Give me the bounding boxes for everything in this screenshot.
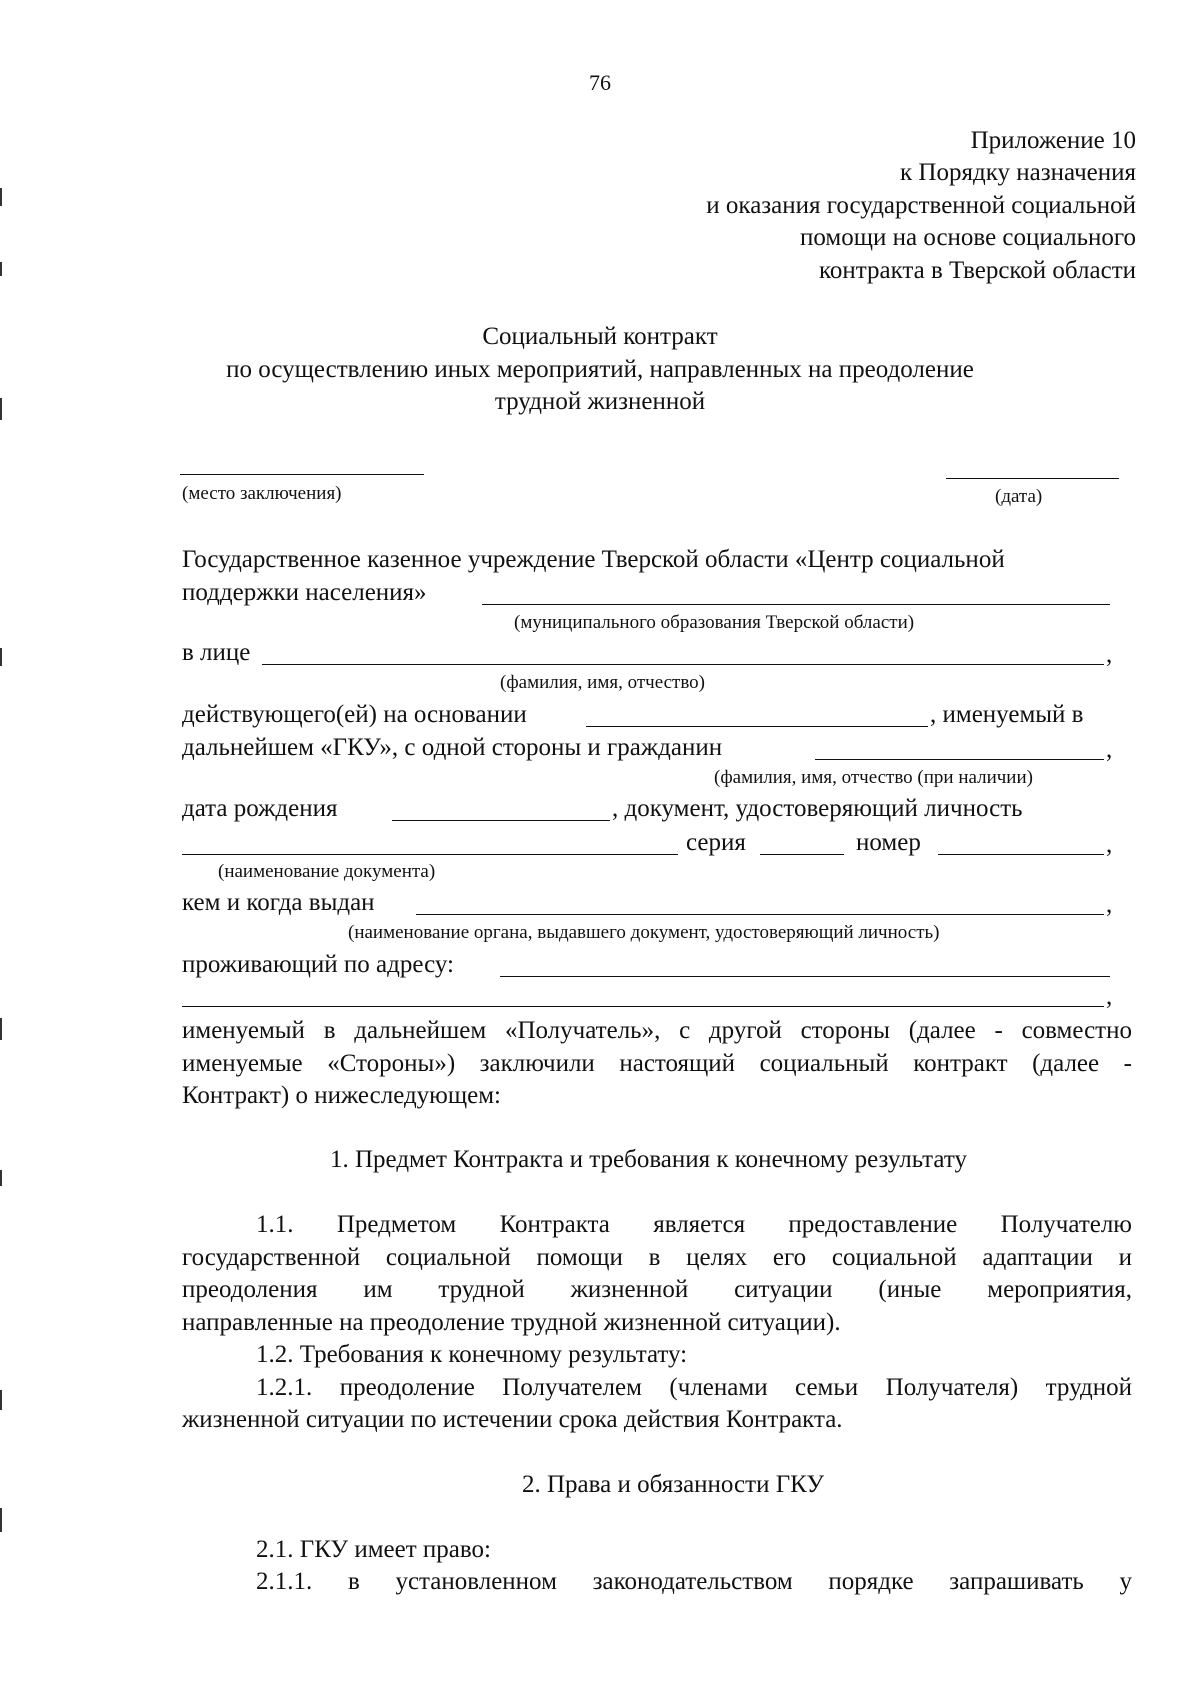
- appendix-line: к Порядку назначения: [900, 159, 1136, 186]
- paragraph-line: 1.2.1. преодоление Получателем (членами семьи Получателя) трудной: [256, 1374, 1132, 1401]
- comma: ,: [1106, 831, 1113, 858]
- paragraph-line: 1.2. Требования к конечному результату:: [256, 1341, 688, 1368]
- preamble-line: дата рождения: [182, 795, 338, 822]
- date-blank: [946, 478, 1119, 479]
- scan-edge-mark: [0, 1508, 2, 1532]
- number-blank: [938, 854, 1104, 855]
- place-blank: [180, 474, 424, 475]
- section-heading: 1. Предмет Контракта и требования к конечному результату: [330, 1146, 967, 1173]
- citizen-fio-caption: (фамилия, имя, отчество (при наличии): [714, 767, 1033, 788]
- issued-label: кем и когда выдан: [182, 889, 375, 916]
- preamble-line: действующего(ей) на основании: [182, 701, 527, 728]
- scan-edge-mark: [0, 1170, 2, 1186]
- comma: ,: [1106, 736, 1113, 763]
- preamble-line: поддержки населения»: [182, 579, 427, 606]
- paragraph-line: направленные на преодоление трудной жизненной ситуации).: [182, 1309, 841, 1336]
- page-number: 76: [589, 70, 611, 95]
- paragraph-line: 1.1. Предметом Контракта является предоставление Получателю: [256, 1211, 1132, 1238]
- preamble-line: , именуемый в: [930, 701, 1084, 728]
- comma: ,: [1106, 983, 1113, 1010]
- preamble-line: Государственное казенное учреждение Тверской области «Центр социальной: [182, 546, 1005, 573]
- fio-caption: (фамилия, имя, отчество): [500, 672, 706, 693]
- preamble-line: , документ, удостоверяющий личность: [612, 795, 1023, 822]
- place-caption: (место заключения): [182, 483, 342, 504]
- document-caption: (наименование документа): [218, 861, 436, 882]
- appendix-line: контракта в Тверской области: [819, 257, 1136, 284]
- title-line: по осуществлению иных мероприятий, направленных на преодоление: [226, 356, 974, 383]
- title-line: трудной жизненной: [494, 388, 706, 415]
- closing-line: именуемый в дальнейшем «Получатель», с другой стороны (далее - совместно: [182, 1017, 1132, 1044]
- scan-edge-mark: [0, 648, 2, 666]
- citizen-blank: [815, 759, 1104, 760]
- section-heading: 2. Права и обязанности ГКУ: [522, 1471, 825, 1498]
- scan-edge-mark: [0, 1390, 2, 1410]
- address-blank-2: [182, 1006, 1104, 1007]
- paragraph-line: государственной социальной помощи в целях его социальной адаптации и: [182, 1244, 1132, 1271]
- series-blank: [760, 854, 844, 855]
- representative-blank: [262, 664, 1104, 665]
- paragraph-line: 2.1. ГКУ имеет право:: [256, 1536, 491, 1563]
- document-name-blank: [182, 854, 678, 855]
- preamble-line: дальнейшем «ГКУ», с одной стороны и гражданин: [182, 734, 723, 761]
- appendix-line: Приложение 10: [970, 127, 1136, 154]
- address-label: проживающий по адресу:: [182, 951, 454, 978]
- date-caption: (дата): [995, 486, 1043, 507]
- birthdate-blank: [392, 820, 610, 821]
- appendix-line: помощи на основе социального: [800, 224, 1136, 251]
- number-label: номер: [856, 829, 921, 856]
- issuer-blank: [416, 914, 1104, 915]
- scan-edge-mark: [0, 262, 2, 276]
- closing-line: именуемые «Стороны») заключили настоящий социальный контракт (далее -: [182, 1050, 1132, 1077]
- comma: ,: [1106, 641, 1113, 668]
- paragraph-line: жизненной ситуации по истечении срока действия Контракта.: [182, 1406, 843, 1433]
- basis-blank: [586, 726, 928, 727]
- scan-edge-mark: [0, 1018, 2, 1040]
- paragraph-line: преодоления им трудной жизненной ситуации (иные мероприятия,: [182, 1276, 1132, 1303]
- paragraph-line: 2.1.1. в установленном законодательством порядке запрашивать у: [256, 1568, 1132, 1595]
- address-blank: [500, 976, 1110, 977]
- issuer-caption: (наименование органа, выдавшего документ, удостоверяющий личность): [348, 922, 940, 943]
- scan-edge-mark: [0, 188, 2, 206]
- appendix-line: и оказания государственной социальной: [706, 192, 1136, 219]
- municipality-blank: [482, 604, 1110, 605]
- title-line: Социальный контракт: [482, 323, 718, 350]
- preamble-line: в лице: [182, 639, 251, 666]
- series-label: серия: [686, 829, 746, 856]
- municipality-caption: (муниципального образования Тверской области): [514, 612, 915, 633]
- comma: ,: [1106, 891, 1113, 918]
- closing-line: Контракт) о нижеследующем:: [182, 1082, 501, 1109]
